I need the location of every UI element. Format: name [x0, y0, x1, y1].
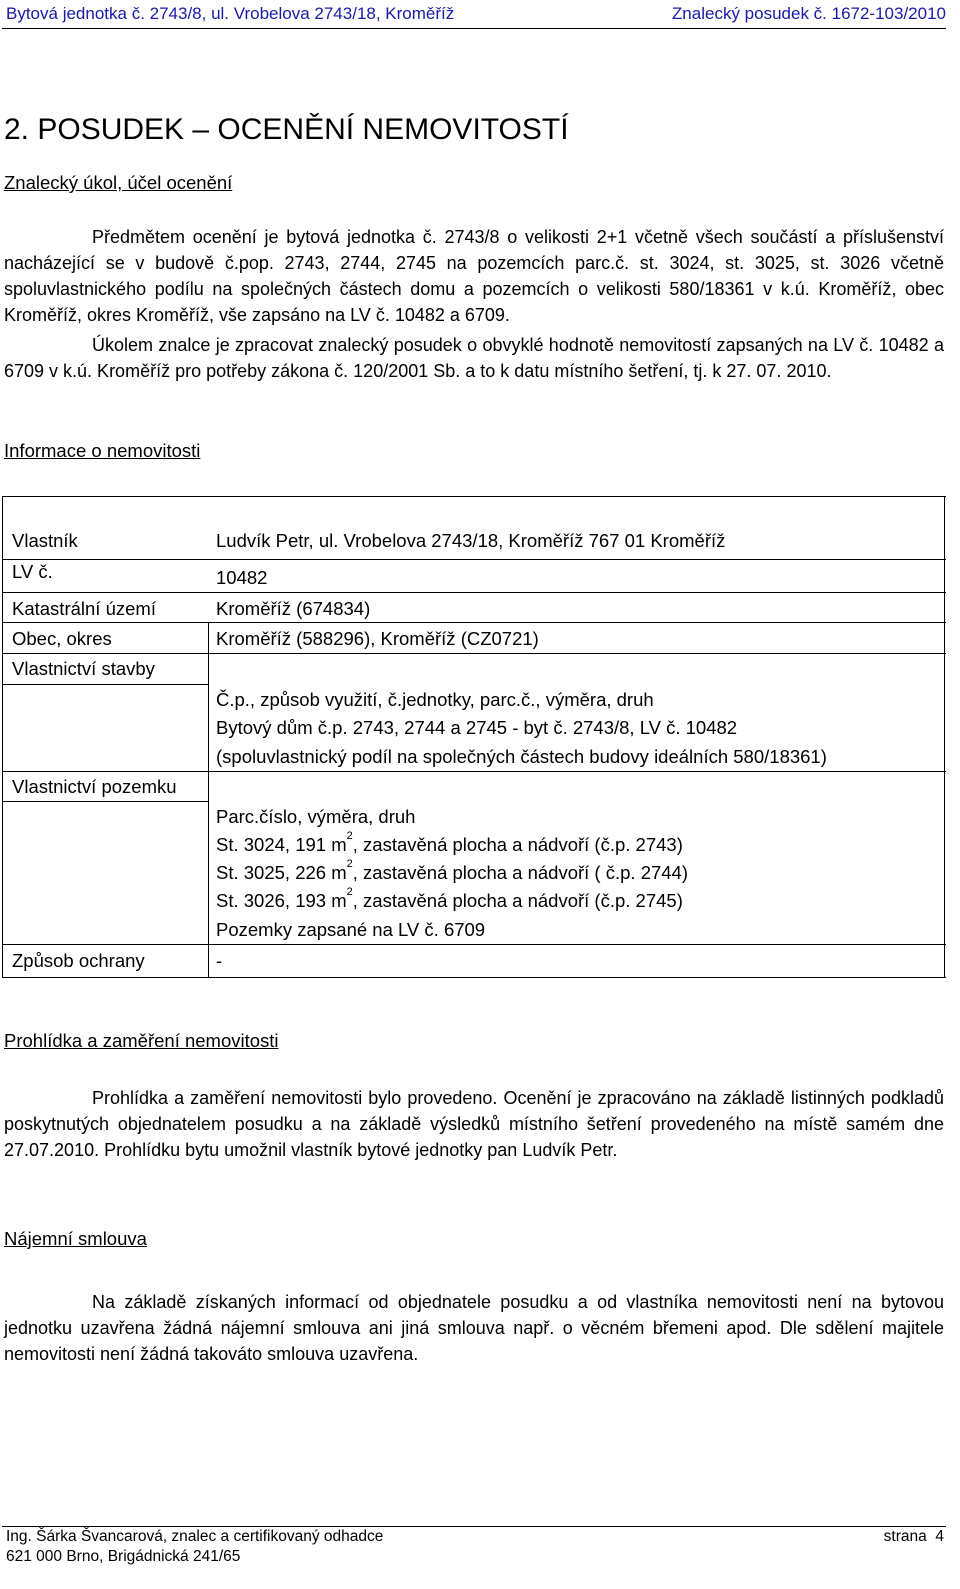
section-title-property-info: Informace o nemovitosti: [4, 440, 201, 461]
footer-divider: [2, 1526, 946, 1527]
municipality-value: Kroměříž (588296), Kroměříž (CZ0721): [216, 628, 539, 649]
row-divider: [2, 653, 946, 654]
lv-label: LV č.: [12, 561, 53, 582]
cadastre-label: Katastrální území: [12, 598, 156, 619]
footer-page-number: 4: [935, 1528, 944, 1545]
table-bottom-border: [2, 977, 946, 978]
protection-label: Způsob ochrany: [12, 950, 145, 971]
header-document-title: Bytová jednotka č. 2743/8, ul. Vrobelova 2743/18, Kroměříž: [6, 4, 455, 23]
land-parcel-3026: St. 3026, 193 $m^2$, zastavěná plocha a nádvoří (č.p. 2745): [216, 886, 683, 911]
cadastre-value: Kroměříž (674834): [216, 598, 371, 619]
land-ownership-label: Vlastnictví pozemku: [12, 776, 177, 797]
municipality-label: Obec, okres: [12, 628, 112, 649]
land-lv: Pozemky zapsané na LV č. 6709: [216, 919, 486, 940]
building-share: (spoluvlastnický podíl na společných částech budovy ideálních 580/18361): [216, 746, 827, 767]
land-parcel-3024: St. 3024, 191 $m^2$, zastavěná plocha a nádvoří (č.p. 2743): [216, 830, 683, 855]
footer-address: 621 000 Brno, Brigádnická 241/65: [6, 1548, 241, 1565]
footer-page: [884, 1528, 944, 1546]
paragraph-lease: [4, 1289, 944, 1367]
section-title-lease: Nájemní smlouva: [4, 1228, 147, 1249]
row-divider: [2, 944, 946, 945]
paragraph-subject: [4, 224, 944, 328]
row-divider: [2, 592, 946, 593]
column-divider: [208, 771, 209, 944]
protection-value: -: [216, 950, 223, 971]
header-report-number: Znalecký posudek č. 1672-103/2010: [671, 4, 946, 23]
lv-value: 10482: [216, 567, 268, 588]
owner-label: Vlastník: [12, 530, 78, 551]
paragraph-lease-text: Na základě získaných informací od objednatele posudku a od vlastníka nemovitosti není na bytovou jednotku uzavřena žádná nájemní smlouva ani jiná smlouva např. o věcném břemeni apod. Dle sdělení majitele nemovitosti není žádná takováto smlouva uzavřena.: [4, 1292, 944, 1364]
section-title-task: Znalecký úkol, účel ocenění: [4, 172, 233, 193]
land-header: Parc.číslo, výměra, druh: [216, 806, 416, 827]
paragraph-task: [4, 332, 944, 384]
building-unit: Bytový dům č.p. 2743, 2744 a 2745 - byt č. 2743/8, LV č. 10482: [216, 717, 738, 738]
building-ownership-label: Vlastnictví stavby: [12, 658, 155, 679]
paragraph-inspection-text: Prohlídka a zaměření nemovitosti bylo provedeno. Ocenění je zpracováno na základě listinných podkladů poskytnutých objednatelem posudku a na základě výsledků místního šetření provedeného na místě samém dne 27.07.2010. Prohlídku bytu umožnil vlastník bytové jednotky pan Ludvík Petr.: [4, 1088, 944, 1160]
chapter-title: 2. POSUDEK – OCENĚNÍ NEMOVITOSTÍ: [4, 113, 569, 146]
paragraph-subject-text: Předmětem ocenění je bytová jednotka č. 2743/8 o velikosti 2+1 včetně všech součástí a příslušenství nacházející se v budově č.pop. 2743, 2744, 2745 na pozemcích parc.č. st. 3024, st. 3025, st. 3026 včetně spoluvlastnického podílu na společných částech domu a pozemcích o velikosti 580/18361 v k.ú. Kroměříž, obec Kroměříž, okres Kroměříž, vše zapsáno na LV č. 10482 a 6709.: [4, 227, 944, 325]
building-header: Č.p., způsob využití, č.jednotky, parc.č., výměra, druh: [216, 689, 654, 710]
section-title-inspection: Prohlídka a zaměření nemovitosti: [4, 1030, 279, 1051]
column-divider: [208, 622, 209, 654]
row-divider: [2, 559, 946, 560]
row-divider: [2, 801, 209, 802]
footer-author: Ing. Šárka Švancarová, znalec a certifikovaný odhadce: [6, 1528, 384, 1545]
owner-value: Ludvík Petr, ul. Vrobelova 2743/18, Kroměříž 767 01 Kroměříž: [216, 530, 726, 551]
table-top-border: [2, 496, 946, 497]
paragraph-inspection: [4, 1085, 944, 1163]
land-parcel-3025: St. 3025, 226 $m^2$, zastavěná plocha a nádvoří ( č.p. 2744): [216, 858, 689, 883]
row-divider: [2, 622, 946, 623]
header-divider: [2, 28, 946, 29]
column-divider: [208, 653, 209, 771]
paragraph-task-text: Úkolem znalce je zpracovat znalecký posudek o obvyklé hodnotě nemovitostí zapsaných na LV č. 10482 a 6709 v k.ú. Kroměříž pro potřeby zákona č. 120/2001 Sb. a to k datu místního šetření, tj. k 27. 07. 2010.: [4, 335, 944, 381]
footer-page-label: strana: [883, 1528, 927, 1545]
row-divider: [2, 771, 946, 772]
row-divider: [2, 684, 209, 685]
column-divider: [208, 944, 209, 977]
